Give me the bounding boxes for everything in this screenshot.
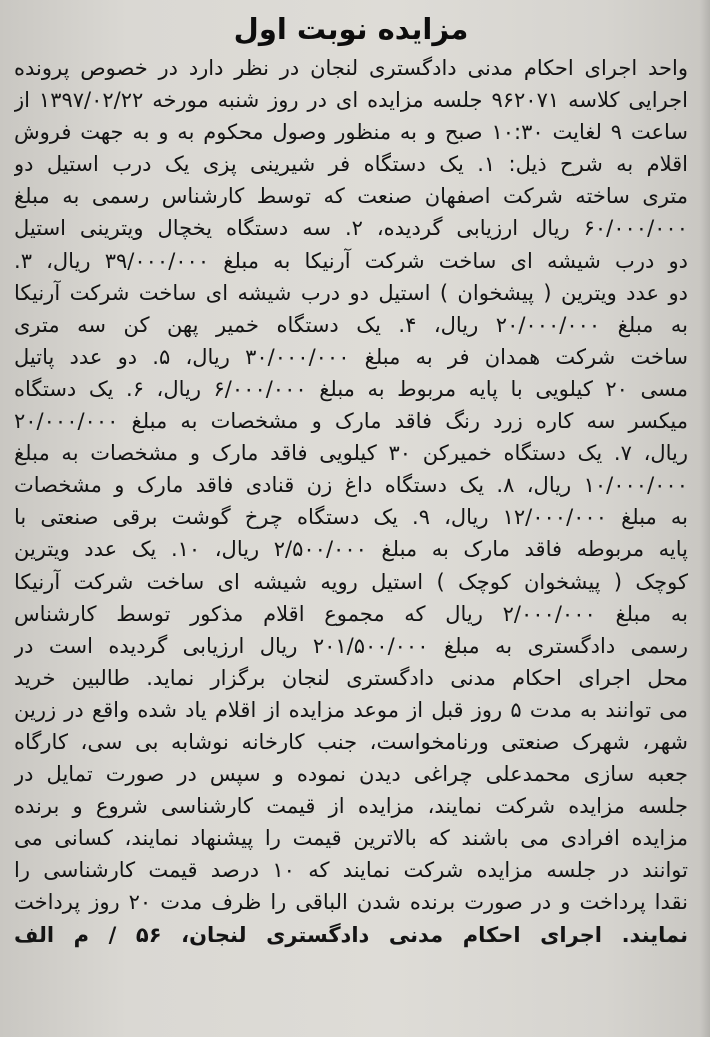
notice-line: دو عدد ویترین ( پیشخوان ) استیل دو درب شیشه ای ساخت شرکت آرنیکا bbox=[14, 280, 688, 305]
notice-line: جعبه سازی محمدعلی چراغی دیدن نموده و سپس در صورت تمایل در bbox=[14, 762, 688, 787]
notice-line: واحد اجرای احکام مدنی دادگستری لنجان در نظر دارد در خصوص پرونده bbox=[14, 56, 688, 80]
notice-line: ۶۰/۰۰۰/۰۰۰ ریال ارزیابی گردیده، ۲. سه دستگاه یخچال ویترینی استیل bbox=[14, 216, 688, 241]
notice-line: می توانند به مدت ۵ روز قبل از موعد مزایده از اقلام یاد شده واقع در زرین bbox=[14, 697, 688, 722]
paper-edge-shadow bbox=[700, 0, 710, 1037]
notice-line: توانند در جلسه مزایده شرکت نمایند که ۱۰ درصد قیمت کارشناسی را bbox=[14, 858, 688, 883]
notice-line: پایه مربوطه فاقد مارک به مبلغ ۲/۵۰۰/۰۰۰ ریال، ۱۰. یک عدد ویترین bbox=[14, 537, 688, 562]
notice-line: رسمی دادگستری به مبلغ ۲۰۱/۵۰۰/۰۰۰ ریال ارزیابی گردیده است در bbox=[14, 633, 688, 658]
notice-line: شهر، شهرک صنعتی ورنامخواست، جنب کارخانه نوشابه بی سی، کارگاه bbox=[14, 729, 688, 754]
notice-line: دو درب شیشه ای ساخت شرکت آرنیکا به مبلغ ۳۹/۰۰۰/۰۰۰ ریال، ۳. bbox=[14, 248, 688, 273]
notice-line: اجرایی کلاسه ۹۶۲۰۷۱ جلسه مزایده ای در روز شنبه مورخه ۱۳۹۷/۰۲/۲۲ از bbox=[14, 88, 688, 113]
notice-line: ساعت ۹ لغایت ۱۰:۳۰ صبح و به منظور وصول محکوم به و به جهت فروش bbox=[14, 120, 688, 145]
notice-line: ریال، ۷. یک دستگاه خمیرکن ۳۰ کیلویی فاقد مارک و مشخصات به مبلغ bbox=[14, 441, 688, 466]
notice-line: کوچک ( پیشخوان کوچک ) استیل رویه شیشه ای ساخت شرکت آرنیکا bbox=[14, 569, 688, 594]
notice-line: مزایده افرادی می باشند که بالاترین قیمت را پیشنهاد نمایند، کسانی می bbox=[14, 826, 688, 851]
notice-line: میکسر سه کاره زرد رنگ فاقد مارک و مشخصات به مبلغ ۲۰/۰۰۰/۰۰۰ bbox=[14, 409, 688, 434]
notice-line: محل اجرای احکام مدنی دادگستری لنجان برگزار نماید. طالبین خرید bbox=[14, 665, 688, 690]
notice-line: ساخت شرکت همدان فر به مبلغ ۳۰/۰۰۰/۰۰۰ ریال، ۵. دو عدد پاتیل bbox=[14, 344, 688, 369]
notice-title: مزایده نوبت اول bbox=[233, 12, 469, 46]
notice-line: به مبلغ ۲۰/۰۰۰/۰۰۰ ریال، ۴. یک دستگاه خمیر پهن کن سه متری bbox=[14, 312, 688, 337]
notice-line: ۱۰/۰۰۰/۰۰۰ ریال، ۸. یک دستگاه داغ زن قنادی فاقد مارک و مشخصات bbox=[14, 473, 688, 498]
notice-line: نقدا پرداخت و در صورت برنده شدن الباقی را ظرف مدت ۲۰ روز پرداخت bbox=[14, 890, 688, 915]
notice-line: به مبلغ ۱۲/۰۰۰/۰۰۰ ریال، ۹. یک دستگاه چرخ گوشت برقی صنعتی با bbox=[14, 505, 688, 530]
notice-line: نمایند. اجرای احکام مدنی دادگستری لنجان، ۵۶ / م الف bbox=[14, 922, 688, 947]
notice-line: اقلام به شرح ذیل: ۱. یک دستگاه فر شیرینی پزی یک درب استیل دو bbox=[14, 152, 688, 177]
notice-line: جلسه مزایده شرکت نمایند، مزایده از قیمت کارشناسی شروع و برنده bbox=[14, 794, 688, 819]
notice-line: به مبلغ ۲/۰۰۰/۰۰۰ ریال که مجموع اقلام مذکور توسط کارشناس bbox=[14, 601, 688, 626]
notice-line: متری ساخته شرکت اصفهان صنعت که توسط کارشناس رسمی به مبلغ bbox=[14, 184, 688, 209]
notice-line: مسی ۲۰ کیلویی با پایه مربوط به مبلغ ۶/۰۰۰/۰۰۰ ریال، ۶. یک دستگاه bbox=[14, 376, 688, 401]
notice-body bbox=[14, 52, 688, 951]
